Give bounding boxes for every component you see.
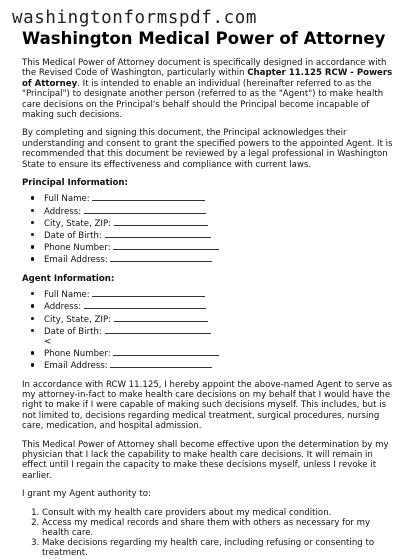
- agent-address-field[interactable]: [44, 300, 394, 312]
- field-label: Address:: [44, 206, 82, 217]
- field-label: Phone Number:: [44, 349, 111, 360]
- appointment-paragraph: In accordance with RCW 11.125, I hereby appoint the above-named Agent to serve as my attorney-in-fact to make health care decisions on my behalf that I would have the right to make if I were capable of making such decisions myself. This includes, but is not limited to, decisions regarding medical treatment, surgical procedures, nursing care, medication, and hospital admission.: [22, 379, 393, 432]
- principal-address-field[interactable]: [44, 205, 394, 217]
- field-label: City, State, ZIP:: [44, 218, 112, 229]
- authority-item: 3. Make decisions regarding my health care, including refusing or consenting to treatment.: [42, 538, 394, 558]
- fill-line[interactable]: [84, 205, 206, 214]
- fill-line[interactable]: [105, 229, 211, 238]
- field-label: Address:: [44, 302, 82, 313]
- authority-item: 1. Consult with my health care providers about my medical condition.: [42, 508, 394, 518]
- agent-heading: Agent Information:: [22, 273, 115, 284]
- principal-email-field[interactable]: [44, 253, 394, 265]
- intro-paragraph: [22, 58, 394, 120]
- authority-list: [22, 508, 394, 559]
- document-title: Washington Medical Power of Attorney: [22, 29, 386, 48]
- principal-full-name-field[interactable]: [44, 192, 394, 204]
- fill-line[interactable]: [114, 313, 208, 322]
- principal-phone-field[interactable]: [44, 241, 394, 253]
- field-label: Phone Number:: [44, 243, 111, 254]
- fill-line[interactable]: [113, 347, 219, 356]
- agent-city-state-zip-field[interactable]: [44, 313, 394, 325]
- field-label: Email Address:: [44, 361, 108, 372]
- grant-intro: I grant my Agent authority to:: [22, 489, 151, 500]
- agent-fields: [22, 288, 394, 371]
- field-label: Full Name:: [44, 194, 90, 205]
- agent-email-field[interactable]: [44, 359, 394, 371]
- principal-city-state-zip-field[interactable]: [44, 217, 394, 229]
- fill-line[interactable]: [92, 192, 205, 201]
- field-label: City, State, ZIP:: [44, 314, 112, 325]
- principal-fields: [22, 192, 394, 265]
- effective-paragraph: This Medical Power of Attorney shall become effective upon the determination by my physician that I lack the capability to make health care decisions. It will remain in effect until I regain the capacity to make these decisions myself, unless I revoke it earlier.: [22, 439, 389, 481]
- agent-full-name-field[interactable]: [44, 288, 394, 300]
- fill-line[interactable]: [84, 300, 206, 309]
- site-watermark: washingtonformspdf.com: [12, 8, 257, 28]
- field-label: Full Name:: [44, 290, 90, 301]
- principal-date-of-birth-field[interactable]: [44, 229, 394, 241]
- principal-heading: Principal Information:: [22, 178, 128, 189]
- fill-line[interactable]: [105, 325, 211, 334]
- fill-line[interactable]: [92, 288, 205, 297]
- agent-phone-field[interactable]: [44, 347, 394, 359]
- field-label: Email Address:: [44, 255, 108, 266]
- fill-line[interactable]: [114, 217, 208, 226]
- field-label: Date of Birth:: [44, 231, 102, 242]
- fill-line[interactable]: [110, 359, 212, 368]
- statute-reference: Chapter 11.125 RCW - Powers of Attorney: [22, 68, 393, 89]
- intro-text-end: . It is intended to enable an individual (hereinafter referred to as the "Principal") to designate another person (referred to as the "Agent") to make health care decisions on the Principal's behalf should the Principal become incapable of making such decisions.: [22, 78, 384, 121]
- fill-line[interactable]: [113, 241, 219, 250]
- fill-line[interactable]: [110, 253, 212, 262]
- agent-date-of-birth-field[interactable]: [44, 325, 394, 337]
- stray-character: <: [44, 336, 52, 347]
- intro-text-start: This Medical Power of Attorney document is specifically designed in accordance with the Revised Code of Washington, particularly within: [22, 58, 387, 79]
- field-label: Date of Birth:: [44, 326, 102, 337]
- document-body: [22, 58, 394, 559]
- authority-item: 2. Access my medical records and share them with others as necessary for my health care.: [42, 518, 394, 538]
- acknowledgement-paragraph: By completing and signing this document, the Principal acknowledges their understanding and consent to grant the specified powers to the appointed Agent. It is recommended that this document be reviewed by a legal professional in Washington State to ensure its effectiveness and compliance with current laws.: [22, 128, 393, 170]
